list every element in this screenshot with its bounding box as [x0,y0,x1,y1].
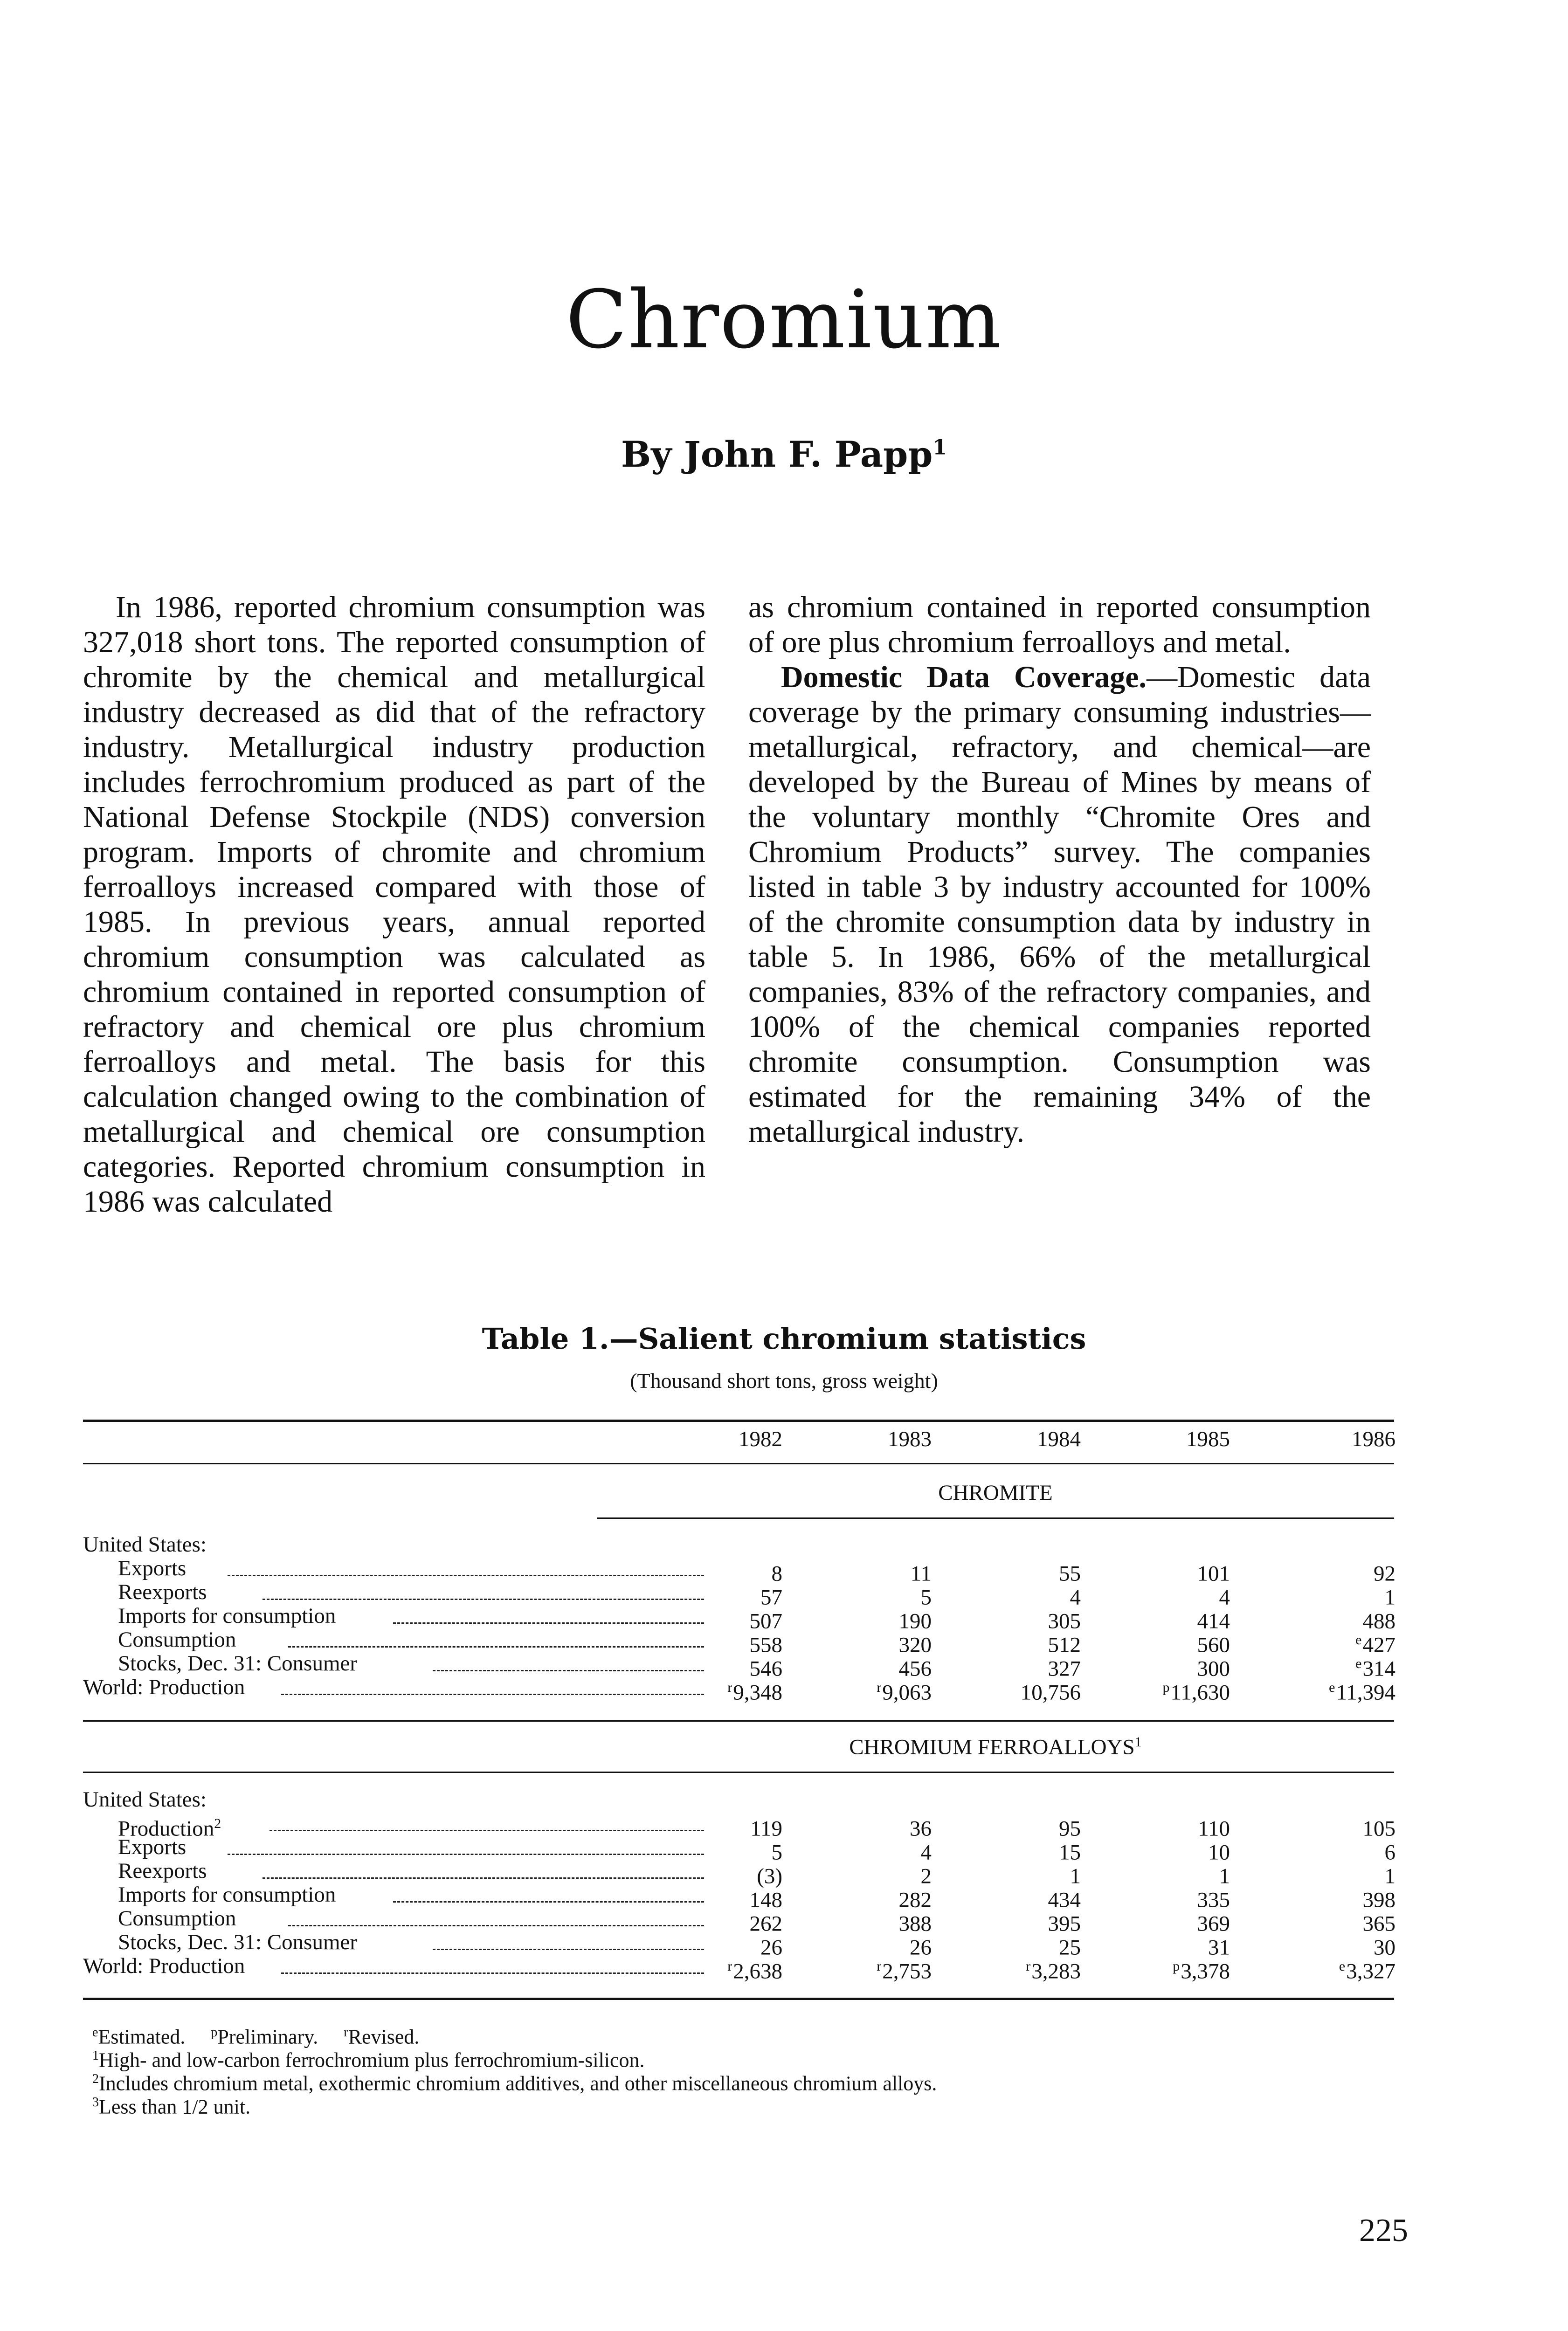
value: 558 [749,1633,782,1657]
row-label: Reexports [118,1859,207,1883]
value: 148 [749,1888,782,1912]
cell [838,1676,932,1705]
value: 30 [1374,1935,1395,1960]
footnote-mark: p [211,2025,218,2040]
value: 262 [749,1911,782,1936]
cell [1137,1676,1230,1705]
value: 26 [910,1935,932,1960]
article-title: Chromium [566,273,1002,366]
value: 388 [898,1911,932,1936]
row-label: World: Production [83,1675,245,1699]
value: 36 [910,1816,932,1841]
value: 55 [1059,1561,1081,1586]
value: 560 [1197,1633,1230,1657]
footnote-text: Estimated. [98,2025,186,2048]
table-top-rule [83,1420,1394,1422]
value: 512 [1048,1633,1081,1657]
section-header-ferroalloys [597,1734,1394,1760]
header-rule [83,1463,1394,1464]
footnote-text: Revised. [348,2025,420,2048]
table-title: Table 1.—Salient chromium statistics [482,1322,1086,1356]
value: 5 [771,1840,782,1865]
value: 327 [1048,1656,1081,1681]
section-header-chromite: CHROMITE [938,1481,1053,1505]
cell [838,1954,932,1984]
value: 101 [1197,1561,1230,1586]
dot-leader [288,1622,704,1648]
section-divider-rule [83,1720,1394,1722]
row-label: Consumption [118,1628,236,1652]
value: 26 [760,1935,782,1960]
value: 31 [1208,1935,1230,1960]
year-header: 1982 [739,1427,782,1451]
value: 11,394 [1336,1680,1395,1705]
value: 320 [898,1633,932,1657]
value: 398 [1362,1888,1395,1912]
year-header: 1984 [1037,1427,1081,1451]
mark: e [1329,1680,1335,1695]
table-row [83,1859,1395,1889]
cell [1137,1954,1230,1984]
value: 1 [1384,1864,1395,1889]
value: 314 [1362,1656,1395,1681]
table-row-world [83,1954,1395,1984]
value: 3,378 [1181,1959,1230,1984]
table-row [83,1906,1395,1936]
mark: p [1162,1680,1170,1695]
mark: r [877,1680,882,1695]
footnote-mark: e [92,2025,98,2040]
value: 365 [1362,1911,1395,1936]
value: 3,327 [1346,1959,1395,1984]
value: 110 [1198,1816,1230,1841]
footnote-mark: 3 [92,2095,99,2110]
mark: p [1173,1959,1180,1974]
row-label-text: Production [118,1816,214,1841]
dot-leader [433,1646,704,1671]
value: 6 [1384,1840,1395,1865]
mark: e [1355,1656,1362,1671]
page-number: 225 [1359,2213,1408,2248]
table-row [83,1651,1395,1681]
footnote-3 [92,2091,250,2119]
domestic-coverage-text: —Domestic data coverage by the primary consuming industries—metallurgical, refractory, and chemical—are developed by the Bureau of Mines by means of the voluntary monthly “Chromite Ores and Chromium Products” survey. The companies listed in table 3 by industry accounted for 100% of the chromite consumption data by industry in table 5. In 1986, 66% of the metallurgical companies, 83% of the refractory companies, and 100% of the chemical companies reported chromite consumption. Consumption was estimated for the remaining 34% of the metallurgical industry. [748,660,1371,1149]
row-label: Reexports [118,1580,207,1604]
section-rule [597,1517,1394,1519]
value: 10 [1208,1840,1230,1865]
value: 1 [1384,1585,1395,1610]
table-bottom-rule [83,1998,1394,2000]
footnote-ref: 1 [1134,1734,1142,1750]
cell [988,1676,1081,1705]
table-row [83,1930,1395,1960]
value: 546 [749,1656,782,1681]
right-column [748,590,1371,1149]
year-header: 1986 [1352,1427,1395,1451]
byline-author: By John F. Papp [621,434,933,475]
value: 2,638 [733,1959,782,1984]
value: 456 [898,1656,932,1681]
value: 105 [1362,1816,1395,1841]
row-label: Exports [118,1835,187,1859]
value: 92 [1374,1561,1395,1586]
left-column [83,590,705,1219]
mark: r [1026,1959,1031,1974]
row-label: Imports for consumption [118,1883,336,1907]
value: 95 [1059,1816,1081,1841]
dot-leader [393,1599,704,1624]
byline-footnote-ref: 1 [933,435,947,460]
value: 5 [920,1585,932,1610]
footnote-text: Less than 1/2 unit. [99,2095,251,2118]
value: 414 [1197,1609,1230,1634]
section-rule [83,1772,1394,1773]
cell [1302,1954,1395,1984]
row-label: World: Production [83,1954,245,1978]
value: 25 [1059,1935,1081,1960]
table-row [83,1883,1395,1912]
dot-leader [393,1877,704,1903]
value: 335 [1197,1888,1230,1912]
dot-leader [288,1901,704,1926]
value: 4 [1070,1585,1081,1610]
value: 9,063 [882,1680,932,1705]
runin-heading: Domestic Data Coverage. [781,660,1147,694]
cell [1302,1676,1395,1705]
dot-leader [281,1949,704,1974]
dot-leader [433,1925,704,1950]
domestic-coverage-paragraph [748,660,1371,1149]
table-row [83,1628,1395,1657]
footnote-text: High- and low-carbon ferrochromium plus ferrochromium-silicon. [99,2048,645,2072]
value: 8 [771,1561,782,1586]
table-row [83,1580,1395,1610]
value: 427 [1362,1633,1395,1657]
intro-paragraph: In 1986, reported chromium consumption was 327,018 short tons. The reported consumption of chromite by the chemical and metallurgical industry decreased as did that of the refractory industry. Metallurgical industry production includes ferrochromium produced as part of the National Defense Stockpile (NDS) conversion program. Imports of chromite and chromium ferroalloys increased compared with those of 1985. In previous years, annual reported chromium consumption was calculated as chromium contained in reported consumption of refractory and chemical ore plus chromium ferroalloys and metal. The basis for this calculation changed owing to the combination of metallurgical and chemical ore consumption categories. Reported chromium consumption in 1986 was calculated [83,590,705,1219]
value: 3,283 [1031,1959,1081,1984]
year-header: 1985 [1186,1427,1230,1451]
dot-leader [228,1551,704,1576]
dot-leader [269,1806,704,1831]
year-header: 1983 [888,1427,932,1451]
mark: e [1339,1959,1346,1974]
value: (3) [757,1864,782,1889]
value: 15 [1059,1840,1081,1865]
continued-paragraph: as chromium contained in reported consumption of ore plus chromium ferroalloys and metal. [748,590,1371,659]
row-label: Consumption [118,1906,236,1931]
group-label-text: United States: [83,1532,207,1557]
dot-leader [228,1830,704,1855]
value: 11,630 [1170,1680,1230,1705]
value: 10,756 [1020,1680,1081,1705]
value: 507 [749,1609,782,1634]
row-label: Stocks, Dec. 31: Consumer [118,1651,358,1676]
value: 4 [1219,1585,1230,1610]
row-label: Imports for consumption [118,1604,336,1628]
table-subtitle: (Thousand short tons, gross weight) [630,1369,938,1393]
mark: e [1355,1632,1362,1648]
value: 395 [1048,1911,1081,1936]
value: 305 [1048,1609,1081,1634]
footnote-mark: r [344,2025,348,2040]
value: 434 [1048,1888,1081,1912]
value: 300 [1197,1656,1230,1681]
dot-leader [281,1670,704,1695]
cell [988,1954,1081,1984]
value: 1 [1070,1864,1081,1889]
table-row-world [83,1675,1395,1705]
mark: r [877,1959,882,1974]
value: 190 [898,1609,932,1634]
dot-leader [262,1575,704,1600]
cell [689,1676,782,1705]
dot-leader [262,1854,704,1879]
value: 4 [920,1840,932,1865]
row-label: Stocks, Dec. 31: Consumer [118,1930,358,1954]
row-label: Exports [118,1556,187,1580]
footnote-ref: 2 [214,1816,221,1831]
value: 9,348 [733,1680,782,1705]
value: 282 [898,1888,932,1912]
group-label-text: United States: [83,1787,207,1812]
value: 1 [1219,1864,1230,1889]
footnote-text: Includes chromium metal, exothermic chromium additives, and other miscellaneous chromium alloys. [99,2072,937,2095]
byline [0,434,1568,475]
value: 119 [750,1816,782,1841]
mark: r [727,1680,732,1695]
value: 488 [1362,1609,1395,1634]
value: 2,753 [882,1959,932,1984]
footnote-mark: 2 [92,2072,99,2086]
footnote-text: Preliminary. [217,2025,318,2048]
mark: r [727,1959,732,1974]
value: 57 [760,1585,782,1610]
table-row [83,1604,1395,1634]
value: 2 [920,1864,932,1889]
cell [689,1954,782,1984]
section-header-text: CHROMIUM FERROALLOYS [849,1735,1135,1759]
footnote-mark: 1 [92,2048,99,2063]
value: 11 [910,1561,932,1586]
value: 369 [1197,1911,1230,1936]
